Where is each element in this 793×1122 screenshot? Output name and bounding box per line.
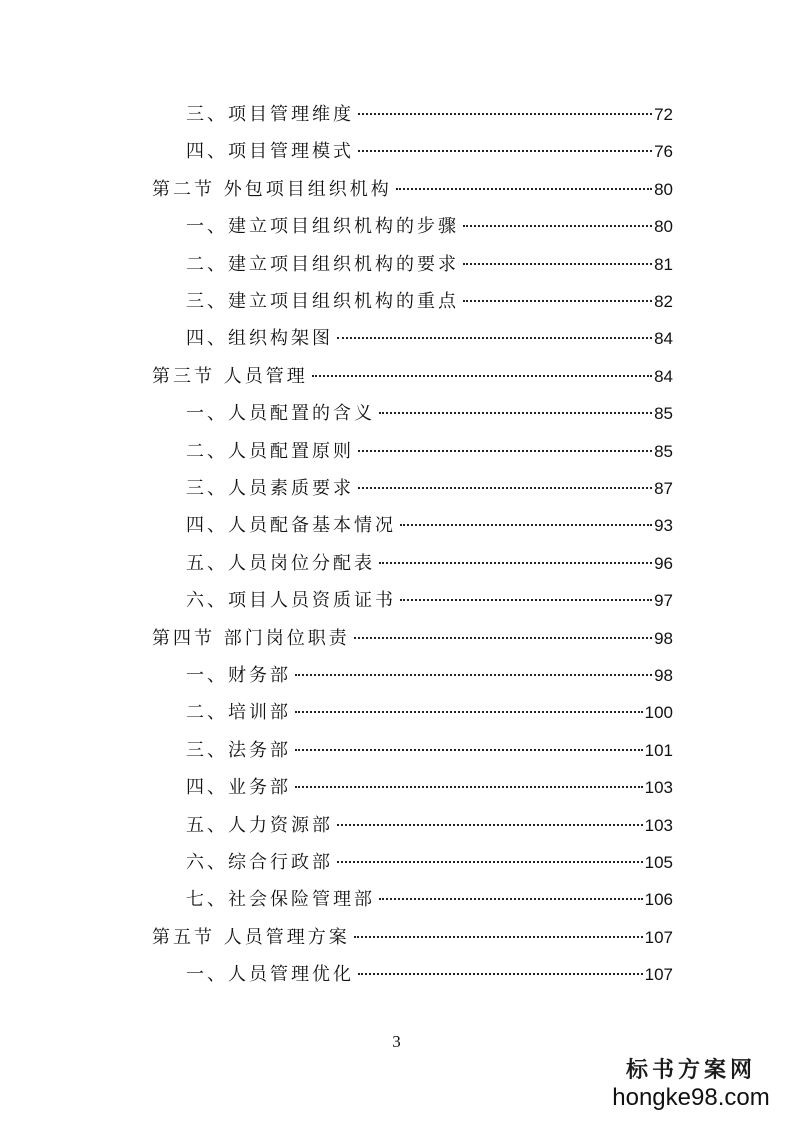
toc-dot-leader — [358, 973, 643, 975]
toc-dot-leader — [312, 375, 652, 377]
toc-entry-title: 七、社会保险管理部 — [186, 889, 375, 910]
toc-entry[interactable] — [186, 287, 673, 317]
toc-entry-title: 三、法务部 — [186, 740, 291, 761]
toc-entry-title: 三、项目管理维度 — [186, 104, 354, 125]
toc-entry[interactable] — [186, 474, 673, 504]
toc-entry[interactable] — [186, 100, 673, 130]
toc-entry-page: 97 — [654, 591, 673, 610]
toc-entry[interactable] — [186, 586, 673, 616]
toc-entry-page: 85 — [654, 404, 673, 423]
watermark — [601, 1060, 781, 1110]
watermark-url: hongke98.com — [612, 1084, 770, 1111]
toc-entry[interactable] — [186, 250, 673, 280]
toc-entry-title: 一、人员配置的含义 — [186, 403, 375, 424]
toc-entry-title: 二、建立项目组织机构的要求 — [186, 254, 459, 275]
toc-dot-leader — [463, 300, 652, 302]
toc-entry-page: 100 — [644, 703, 673, 722]
toc-dot-leader — [337, 824, 643, 826]
toc-dot-leader — [379, 412, 652, 414]
toc-dot-leader — [354, 637, 652, 639]
toc-entry-page: 106 — [644, 890, 673, 909]
toc-dot-leader — [463, 225, 652, 227]
toc-entry-page: 84 — [654, 329, 673, 348]
toc-entry-title: 一、建立项目组织机构的步骤 — [186, 216, 459, 237]
toc-entry[interactable] — [186, 437, 673, 467]
toc-dot-leader — [337, 861, 643, 863]
toc-entry-page: 76 — [654, 142, 673, 161]
toc-entry-page: 72 — [654, 105, 673, 124]
toc-entry-title: 六、项目人员资质证书 — [186, 590, 396, 611]
toc-entry-title: 第五节 人员管理方案 — [152, 927, 350, 948]
page-number: 3 — [392, 1032, 401, 1051]
toc-entry[interactable] — [186, 885, 673, 915]
toc-dot-leader — [295, 674, 652, 676]
toc-dot-leader — [400, 599, 652, 601]
toc-entry-title: 六、综合行政部 — [186, 852, 333, 873]
toc-dot-leader — [379, 562, 652, 564]
toc-entry-title: 四、项目管理模式 — [186, 141, 354, 162]
toc-entry[interactable] — [186, 960, 673, 990]
toc-entry[interactable] — [152, 624, 673, 654]
toc-entry-title: 一、人员管理优化 — [186, 964, 354, 985]
toc-entry[interactable] — [186, 212, 673, 242]
toc-entry-page: 81 — [654, 255, 673, 274]
toc-entry[interactable] — [152, 362, 673, 392]
toc-entry-page: 96 — [654, 554, 673, 573]
toc-dot-leader — [379, 898, 643, 900]
toc-entry-title: 第二节 外包项目组织机构 — [152, 179, 392, 200]
toc-dot-leader — [463, 263, 652, 265]
toc-entry[interactable] — [186, 811, 673, 841]
toc-entry[interactable] — [186, 511, 673, 541]
toc-entry-page: 80 — [654, 180, 673, 199]
toc-entry-page: 98 — [654, 666, 673, 685]
toc-entry-page: 101 — [644, 741, 673, 760]
toc-dot-leader — [295, 749, 643, 751]
toc-entry-page: 80 — [654, 217, 673, 236]
toc-entry-page: 103 — [644, 778, 673, 797]
toc-entry-title: 四、组织构架图 — [186, 328, 333, 349]
toc-entry-title: 二、培训部 — [186, 702, 291, 723]
toc-entry-page: 93 — [654, 516, 673, 535]
toc-entry[interactable] — [186, 399, 673, 429]
toc-entry[interactable] — [186, 848, 673, 878]
toc-entry-title: 二、人员配置原则 — [186, 441, 354, 462]
toc-entry-page: 105 — [644, 853, 673, 872]
toc-dot-leader — [358, 113, 652, 115]
toc-entry-page: 85 — [654, 442, 673, 461]
toc-entry-page: 84 — [654, 367, 673, 386]
toc-entry[interactable] — [186, 324, 673, 354]
toc-dot-leader — [358, 150, 652, 152]
toc-entry-title: 三、建立项目组织机构的重点 — [186, 291, 459, 312]
toc-dot-leader — [295, 711, 643, 713]
toc-dot-leader — [337, 337, 652, 339]
toc-entry-page: 103 — [644, 816, 673, 835]
watermark-name: 标书方案网 — [625, 1058, 756, 1083]
toc-entry[interactable] — [186, 661, 673, 691]
toc-dot-leader — [358, 450, 652, 452]
toc-dot-leader — [358, 487, 652, 489]
toc-entry[interactable] — [186, 773, 673, 803]
toc-entry[interactable] — [186, 137, 673, 167]
toc-entry-page: 98 — [654, 629, 673, 648]
toc-entry[interactable] — [152, 923, 673, 953]
toc-dot-leader — [295, 786, 643, 788]
toc-dot-leader — [396, 188, 652, 190]
toc-entry-title: 四、业务部 — [186, 777, 291, 798]
toc-entry-title: 五、人力资源部 — [186, 815, 333, 836]
toc-entry[interactable] — [186, 698, 673, 728]
toc-entry-title: 第三节 人员管理 — [152, 366, 308, 387]
toc-entry-page: 107 — [644, 928, 673, 947]
toc-entry-title: 三、人员素质要求 — [186, 478, 354, 499]
toc-entry-title: 五、人员岗位分配表 — [186, 553, 375, 574]
toc-entry-title: 四、人员配备基本情况 — [186, 515, 396, 536]
toc-entry-title: 一、财务部 — [186, 665, 291, 686]
toc-entry-page: 82 — [654, 292, 673, 311]
toc-entry[interactable] — [152, 175, 673, 205]
toc-dot-leader — [354, 936, 643, 938]
toc-entry-page: 107 — [644, 965, 673, 984]
toc-entry-title: 第四节 部门岗位职责 — [152, 628, 350, 649]
toc-entry[interactable] — [186, 549, 673, 579]
toc-entry[interactable] — [186, 736, 673, 766]
toc-dot-leader — [400, 524, 652, 526]
toc-entry-page: 87 — [654, 479, 673, 498]
